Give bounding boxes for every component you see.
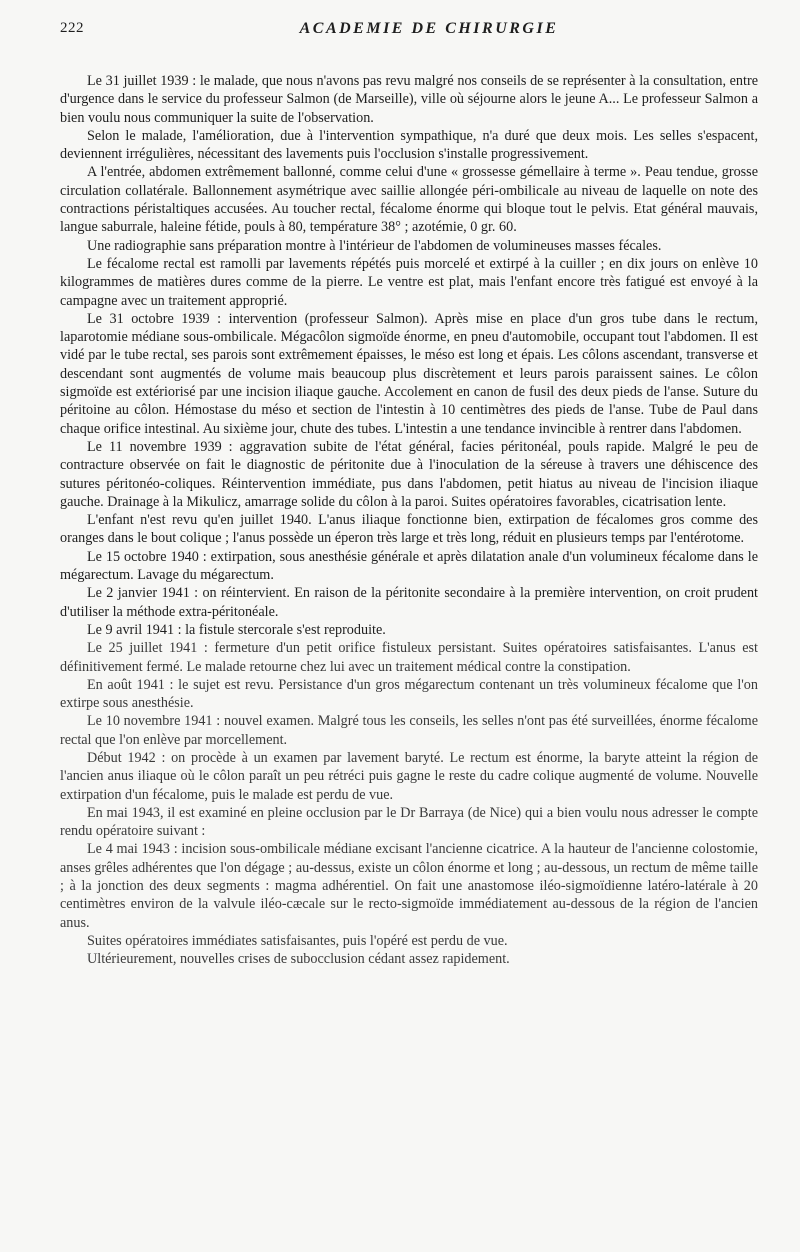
paragraph: Selon le malade, l'amélioration, due à l'intervention sympathique, n'a duré que deux mois. Les selles s'espacent, deviennent irrégulières, nécessitant des lavements puis l'occlusion s'installe progressivement. <box>60 127 758 163</box>
paragraph: Le 9 avril 1941 : la fistule stercorale s'est reproduite. <box>87 621 386 638</box>
paragraph: Le 31 octobre 1939 : intervention (professeur Salmon). Après mise en place d'un gros tube dans le rectum, laparotomie médiane sous-ombilicale. Mégacôlon sigmoïde énorme, en pneu d'automobile, occupant tout l'abdomen. Il est vidé par le tube rectal, ses parois sont extrêmement épaisses, le méso est long et épais. Les côlons ascendant, transverse et descendant sont augmentés de volume mais beaucoup plus discrètement et leurs parois paraissent saines. Le côlon sigmoïde est extériorisé par une incision iliaque gauche. Accolement en canon de fusil des deux pieds de l'anse. Suture du péritoine au côlon. Hémostase du méso et section de l'intestin à 10 centimètres des pieds de l'anse. Tube de Paul dans chaque orifice intestinal. Au sixième jour, chute des tubes. L'intestin a une tendance invincible à rentrer dans l'abdomen. <box>60 310 758 437</box>
page-number: 222 <box>60 20 84 36</box>
paragraph: Le 11 novembre 1939 : aggravation subite de l'état général, facies péritonéal, pouls rapide. Malgré le peu de contracture observée on fait le diagnostic de péritonite due à l'inoculation de la séreuse à travers une déhiscence des sutures péritonéo-coliques. Réintervention immédiate, pus dans l'abdomen, petit hiatus au niveau de l'incision iliaque gauche. Drainage à la Mikulicz, amarrage solide du côlon à la paroi. Suites opératoires favorables, cicatrisation lente. <box>60 438 758 510</box>
paragraph: Début 1942 : on procède à un examen par lavement baryté. Le rectum est énorme, la baryte atteint la région de l'ancien anus iliaque où le côlon paraît un peu rétréci puis gagne le reste du cadre colique augmenté de volume. Nouvelle extirpation d'un fécalome, puis le malade est perdu de vue. <box>60 749 758 803</box>
paragraph: Le 4 mai 1943 : incision sous-ombilicale médiane excisant l'ancienne cicatrice. A la hauteur de l'ancienne colostomie, anses grêles adhérentes que l'on dégage ; au-dessus, existe un côlon énorme et long ; au-dessous, un rectum de même taille ; à la jonction des deux segments : magma adhérentiel. On fait une anastomose iléo-sigmoïdienne latéro-latérale à 20 centimètres environ de la valvule iléo-cæcale sur le recto-sigmoïde immédiatement au-dessous de la région de l'ancien anus. <box>60 841 758 931</box>
paragraph: Le 10 novembre 1941 : nouvel examen. Malgré tous les conseils, les selles n'ont pas été surveillées, énorme fécalome rectal que l'on enlève par morcellement. <box>60 713 758 748</box>
paragraph: Le fécalome rectal est ramolli par lavements répétés puis morcelé et extirpé à la cuiller ; en dix jours on enlève 10 kilogrammes de matières dures comme de la pierre. Le ventre est plat, mais l'enfant encore très fatigué est envoyé à la campagne avec un traitement approprié. <box>60 255 758 309</box>
paragraph: En mai 1943, il est examiné en pleine occlusion par le Dr Barraya (de Nice) qui a bien voulu nous adresser le compte rendu opératoire suivant : <box>60 804 758 840</box>
paragraph: Le 25 juillet 1941 : fermeture d'un petit orifice fistuleux persistant. Suites opératoires satisfaisantes. L'anus est définitivement fermé. Le malade retourne chez lui avec un traitement médical contre la constipation. <box>60 640 758 675</box>
paragraph: Le 2 janvier 1941 : on réintervient. En raison de la péritonite secondaire à la première intervention, on croit prudent d'utiliser la méthode extra-péritonéale. <box>60 585 758 620</box>
paragraph: A l'entrée, abdomen extrêmement ballonné, comme celui d'une « grossesse gémellaire à terme ». Peau tendue, grosse circulation collatérale. Ballonnement asymétrique avec saillie allongée péri-ombilicale au niveau de laquelle on note des contractions péristaltiques accusées. Au toucher rectal, fécalome énorme qui bloque tout le pelvis. Etat général mauvais, langue saburrale, haleine fétide, pouls à 80, température 38° ; azotémie, 0 gr. 60. <box>60 164 758 236</box>
paragraph: Ultérieurement, nouvelles crises de subocclusion cédant assez rapidement. <box>87 951 510 968</box>
paragraph: Suites opératoires immédiates satisfaisantes, puis l'opéré est perdu de vue. <box>87 932 508 949</box>
paragraph: Une radiographie sans préparation montre à l'intérieur de l'abdomen de volumineuses masses fécales. <box>87 237 662 254</box>
paragraph: En août 1941 : le sujet est revu. Persistance d'un gros mégarectum contenant un très volumineux fécalome que l'on extirpe sous anesthésie. <box>60 676 758 712</box>
paragraph: Le 31 juillet 1939 : le malade, que nous n'avons pas revu malgré nos conseils de se représenter à la consultation, entre d'urgence dans le service du professeur Salmon (de Marseille), ville où séjourne alors le jeune A... Le professeur Salmon a bien voulu nous communiquer la suite de l'observation. <box>60 73 758 126</box>
running-title: ACADEMIE DE CHIRURGIE <box>299 20 559 37</box>
page-header <box>60 20 758 42</box>
paragraph: L'enfant n'est revu qu'en juillet 1940. L'anus iliaque fonctionne bien, extirpation de fécalomes gros comme des oranges dans le bout colique ; l'anus possède un éperon très large et très long, réduit en plusieurs temps par l'entérotome. <box>60 512 758 547</box>
paragraph: Le 15 octobre 1940 : extirpation, sous anesthésie générale et après dilatation anale d'un volumineux fécalome dans le mégarectum. Lavage du mégarectum. <box>60 548 758 584</box>
article-body <box>60 72 758 969</box>
